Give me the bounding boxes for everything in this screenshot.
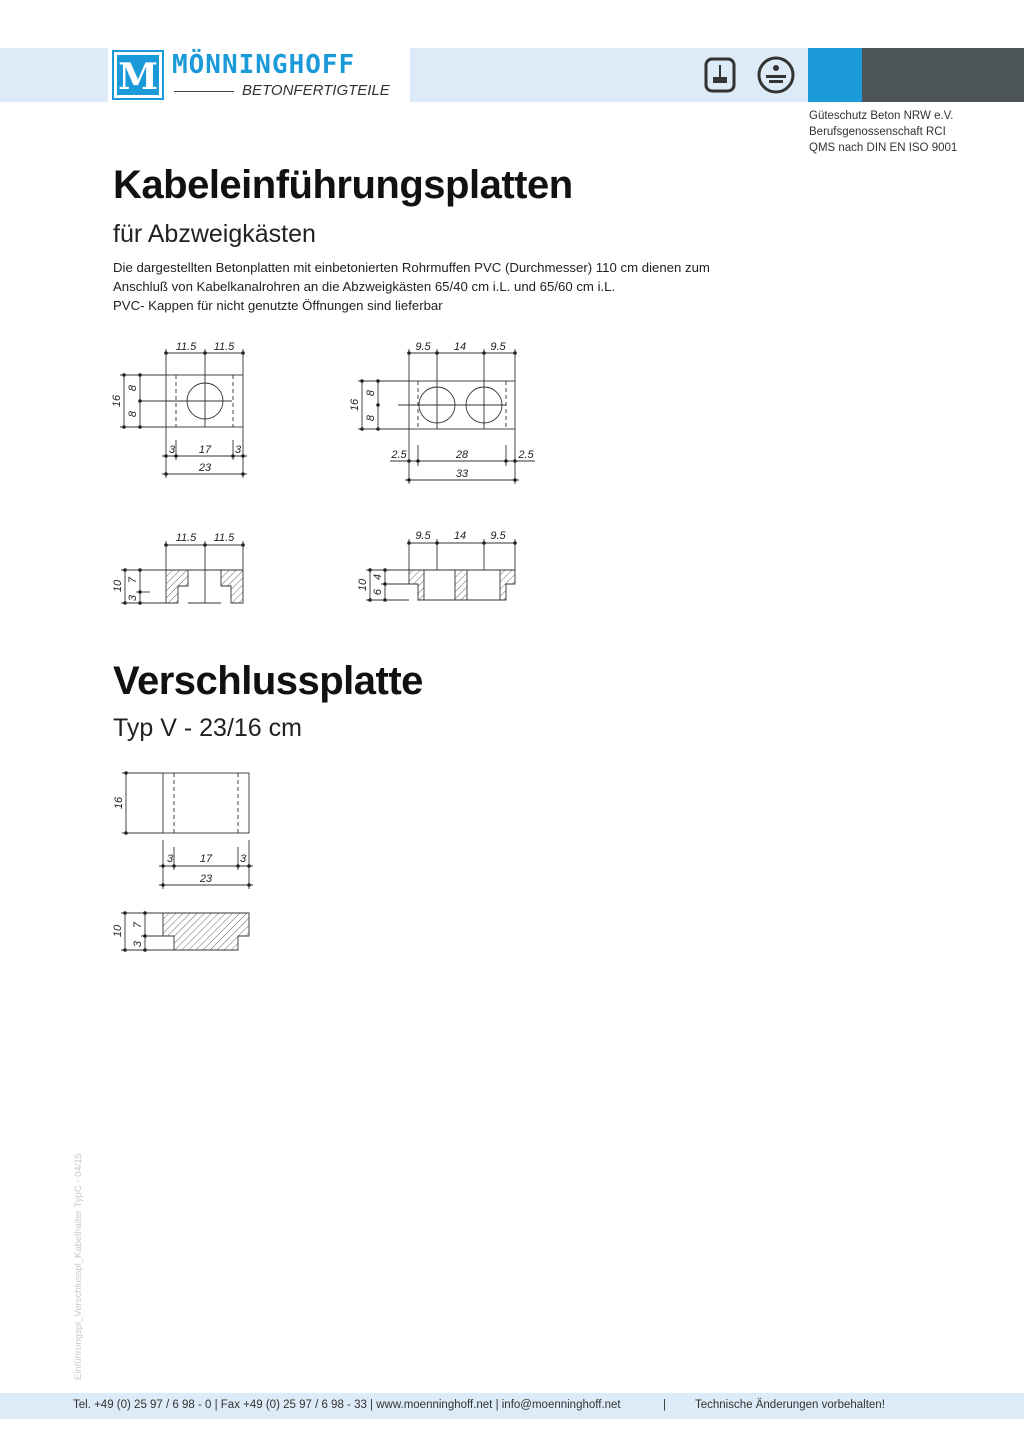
dim-label: 10 [357,578,369,592]
dim-label: 3 [127,594,139,602]
dim-label: 17 [199,853,213,865]
dim-label: 9.5 [415,341,431,353]
dim-label: 23 [198,462,212,474]
dim-label: 2.5 [391,449,407,461]
dim-label: 11.5 [175,341,197,353]
certification-item: Berufsgenossenschaft RCI [809,126,946,138]
description-line: Anschluß von Kabelkanalrohren an die Abzweigkästen 65/40 cm i.L. und 65/60 cm i.L. [113,279,616,294]
dim-label: 28 [455,449,469,461]
dim-label: 3 [132,940,144,948]
dim-label: 16 [111,394,123,408]
logo-company-name: MÖNNINGHOFF [172,50,356,80]
drawing-closure-top-view [122,773,253,889]
dim-label: 16 [113,796,125,810]
dim-label: 3 [168,444,176,456]
dim-label: 23 [199,873,213,885]
section1-title: Kabeleinführungsplatten [113,163,573,207]
footer-separator: | [663,1399,666,1411]
dim-label: 11.5 [213,532,235,544]
dim-label: 10 [112,579,124,593]
footer-contact: Tel. +49 (0) 25 97 / 6 98 - 0 | Fax +49 (0) 25 97 / 6 98 - 33 | www.moenninghoff.net | info@moenninghoff.net [73,1399,621,1411]
drawing-double-top-view [358,349,535,484]
section2-subtitle: Typ V - 23/16 cm [113,714,302,742]
dim-label: 6 [372,588,384,596]
dim-label: 9.5 [490,341,506,353]
drawing-double-section [366,539,515,600]
dim-label: 3 [239,853,247,865]
dim-label: 11.5 [175,532,197,544]
dim-label: 16 [349,398,361,412]
dimension-dots [122,351,517,952]
document-code: Einführungspl_Verschlusspl_Kabelhalter TypC - 04/15 [73,1153,84,1380]
drawing-single-top-view [120,349,247,478]
dim-label: 11.5 [213,341,235,353]
dim-label: 7 [132,921,144,929]
dim-label: 8 [127,410,139,418]
dim-label: 17 [198,444,212,456]
dim-label: 2.5 [518,449,534,461]
dim-label: 3 [234,444,242,456]
description-line: PVC- Kappen für nicht genutzte Öffnungen sind lieferbar [113,298,443,313]
logo-subtitle: BETONFERTIGTEILE [242,82,390,99]
logo-letter: M [118,56,158,98]
section2-title: Verschlussplatte [113,659,423,703]
certification-item: QMS nach DIN EN ISO 9001 [809,142,958,154]
dim-label: 14 [453,530,467,542]
dim-label: 4 [372,573,384,581]
dim-label: 14 [453,341,467,353]
dim-label: 33 [455,468,469,480]
dim-label: 7 [127,576,139,584]
drawing-single-section [121,541,243,603]
dim-label: 9.5 [415,530,431,542]
dim-label: 8 [365,414,377,422]
dim-label: 9.5 [490,530,506,542]
certification-item: Güteschutz Beton NRW e.V. [809,110,954,122]
description-line: Die dargestellten Betonplatten mit einbetonierten Rohrmuffen PVC (Durchmesser) 110 cm dienen zum [113,260,710,275]
dim-label: 8 [127,384,139,392]
dim-label: 10 [112,924,124,938]
dim-label: 3 [166,853,174,865]
section1-subtitle: für Abzweigkästen [113,220,316,248]
footer-disclaimer: Technische Änderungen vorbehalten! [695,1399,885,1411]
dim-label: 8 [365,389,377,397]
